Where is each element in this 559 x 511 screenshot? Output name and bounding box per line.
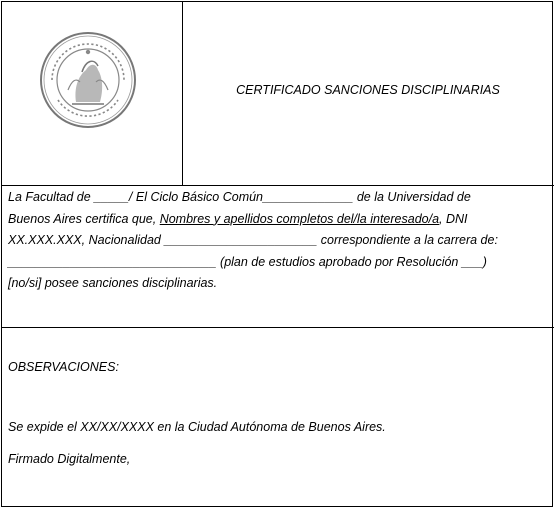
body-line: [no/si] posee sanciones disciplinarias. <box>8 276 218 290</box>
certificate-body <box>8 187 548 295</box>
body-line: La Facultad de _____/ El Ciclo Básico Común_____________ de la Universidad de <box>8 190 471 204</box>
issue-statement: Se expide el XX/XX/XXXX en la Ciudad Autónoma de Buenos Aires. <box>8 420 386 434</box>
body-line: XX.XXX.XXX, Nacionalidad ______________________ correspondiente a la carrera de: <box>8 233 498 247</box>
signature-note: Firmado Digitalmente, <box>8 452 131 466</box>
section-divider <box>1 185 554 186</box>
document-title: CERTIFICADO SANCIONES DISCIPLINARIAS <box>236 83 500 97</box>
body-line: ______________________________ (plan de estudios aprobado por Resolución ___) <box>8 254 487 269</box>
body-text-segment: Buenos Aires certifica que, <box>8 211 160 226</box>
body-text-segment: , DNI <box>439 211 468 226</box>
section-divider <box>1 327 554 328</box>
university-seal-icon <box>38 30 138 130</box>
interested-name-placeholder: Nombres y apellidos completos del/la interesado/a <box>159 211 440 226</box>
observations-label: OBSERVACIONES: <box>8 360 119 374</box>
body-line <box>8 209 548 231</box>
university-logo <box>2 2 181 184</box>
